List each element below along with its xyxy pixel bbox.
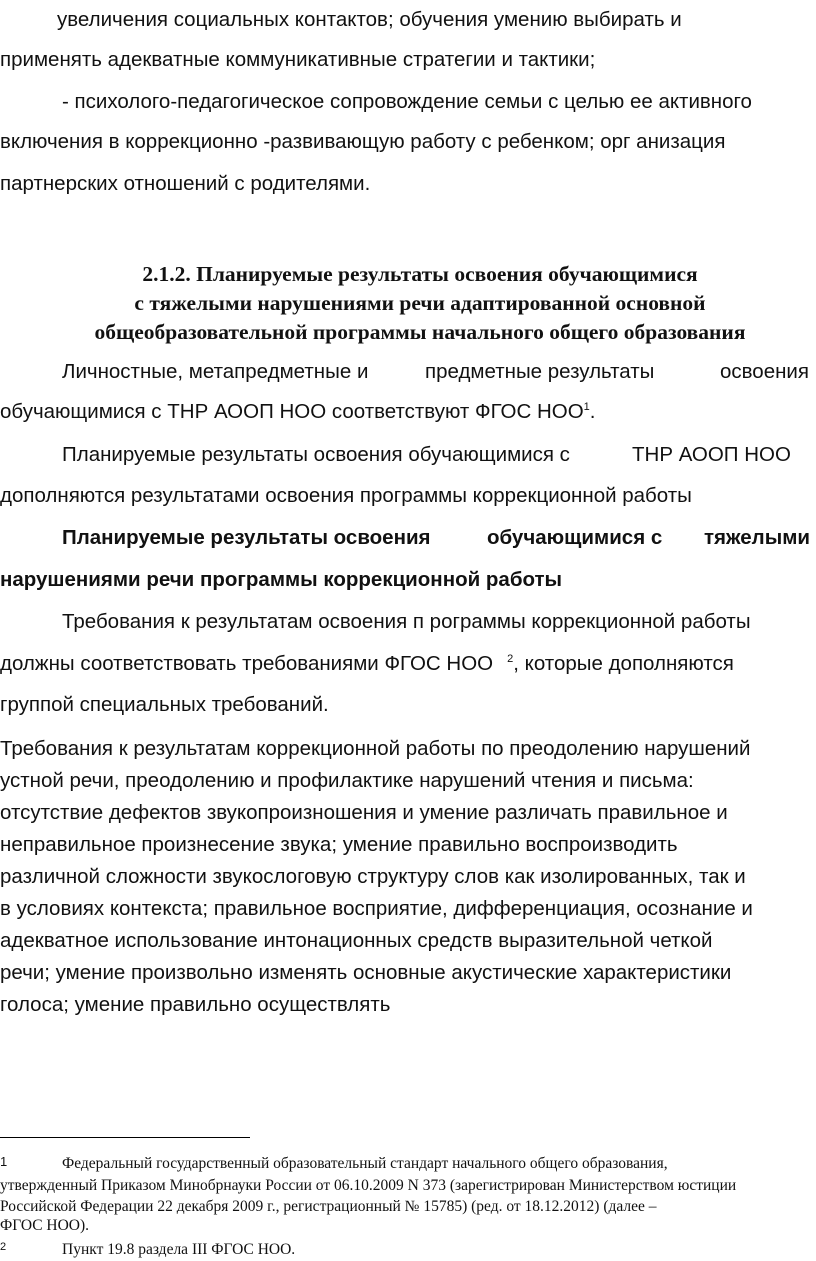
footnote-1-line-4: ФГОС НОО).: [0, 1217, 90, 1234]
intro-line-4: включения в коррекционно -развивающую работу с ребенком; орг анизация: [0, 130, 726, 153]
para4-line: адекватное использование интонационных средств выразительной четкой: [0, 929, 713, 952]
footnote-ref-1[interactable]: 1: [583, 401, 590, 414]
footnote-1-line-3: Российской Федерации 22 декабря 2009 г., регистрационный № 15785) (ред. от 18.12.2012) (далее –: [0, 1198, 657, 1215]
subheading-line-1-c: тяжелыми: [704, 526, 810, 549]
subheading-line-2: нарушениями речи программы коррекционной работы: [0, 568, 563, 591]
footnote-1-line-2: утвержденный Приказом Минобрнауки России от 06.10.2009 N 373 (зарегистрирован Министерством юстиции: [0, 1177, 737, 1194]
section-heading-line-2: с тяжелыми нарушениями речи адаптированной основной: [134, 291, 706, 315]
para1-line-1-c: освоения: [720, 360, 809, 383]
para1-line-1-b: предметные результаты: [425, 360, 655, 383]
para4-line: неправильное произнесение звука; умение правильно воспроизводить: [0, 833, 678, 856]
intro-line-5: партнерских отношений с родителями.: [0, 172, 371, 195]
footnote-1-line-1: Федеральный государственный образовательный стандарт начального общего образования,: [62, 1155, 668, 1172]
subheading-line-1-b: обучающимися с: [487, 526, 663, 549]
footnote-2-number: 2: [0, 1241, 7, 1253]
para2-line-1-b: ТНР АООП НОО: [632, 443, 791, 466]
para2-line-1-a: Планируемые результаты освоения обучающимися с: [62, 443, 570, 466]
para3-line-2-end: , которые дополняются: [513, 652, 734, 675]
para4-line: Требования к результатам коррекционной работы по преодолению нарушений: [0, 737, 751, 760]
para3-line-1: Требования к результатам освоения п рограммы коррекционной работы: [62, 610, 751, 633]
footnote-2-text: Пункт 19.8 раздела III ФГОС НОО.: [62, 1241, 296, 1258]
para4-line: устной речи, преодолению и профилактике нарушений чтения и письма:: [0, 769, 694, 792]
para4-line: голоса; умение правильно осуществлять: [0, 993, 391, 1016]
section-heading-line-1: 2.1.2. Планируемые результаты освоения обучающимися: [142, 262, 698, 286]
subheading-line-1-a: Планируемые результаты освоения: [62, 526, 431, 549]
para4-line: отсутствие дефектов звукопроизношения и умение различать правильное и: [0, 801, 728, 824]
footnote-1-number: 1: [0, 1154, 8, 1169]
para3-line-3: группой специальных требований.: [0, 693, 329, 716]
para3-line-2-text: должны соответствовать требованиями ФГОС НОО: [0, 652, 494, 675]
para1-line-1-a: Личностные, метапредметные и: [62, 360, 369, 383]
intro-line-1: увеличения социальных контактов; обучения умению выбирать и: [57, 8, 682, 31]
para4-line: в условиях контекста; правильное восприятие, дифференциация, осознание и: [0, 897, 753, 920]
section-heading-line-3: общеобразовательной программы начального общего образования: [94, 320, 746, 344]
para1-line-2-text: обучающимися с ТНР АООП НОО соответствуют ФГОС НОО: [0, 400, 584, 423]
para1-line-2-end: .: [589, 400, 596, 423]
para3-line-2: [0, 652, 734, 676]
para4-line: речи; умение произвольно изменять основные акустические характеристики: [0, 961, 732, 984]
intro-line-2: применять адекватные коммуникативные стратегии и тактики;: [0, 48, 596, 71]
para2-line-2: дополняются результатами освоения программы коррекционной работы: [0, 484, 692, 507]
footnote-ref-2[interactable]: 2: [507, 653, 514, 666]
para4-line: различной сложности звукослоговую структуру слов как изолированных, так и: [0, 865, 746, 888]
intro-line-3: - психолого-педагогическое сопровождение семьи с целью ее активного: [62, 90, 752, 113]
footnote-separator: [0, 1137, 250, 1138]
para1-line-2: [0, 400, 596, 424]
